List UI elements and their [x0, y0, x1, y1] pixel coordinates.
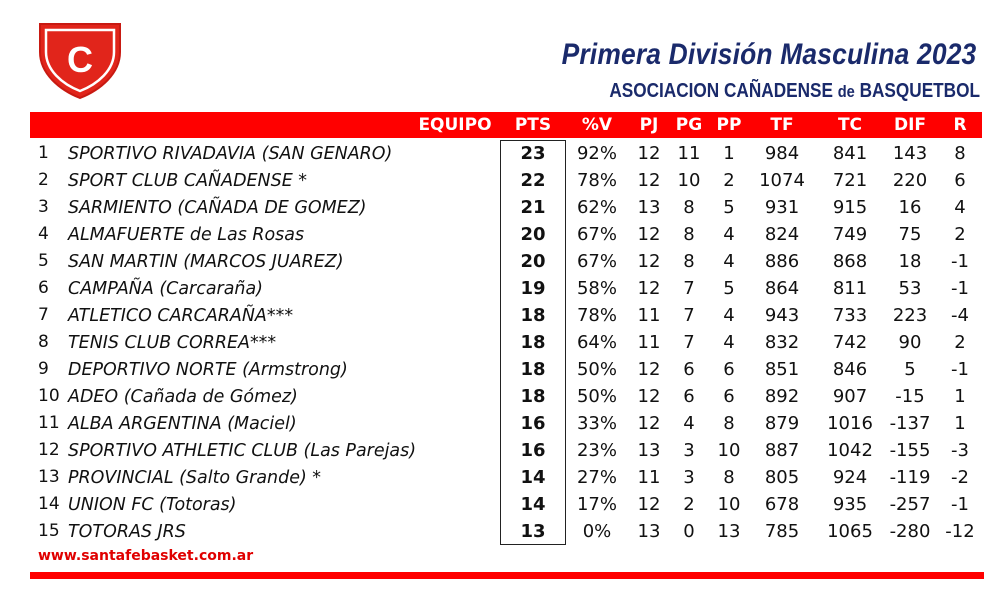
cell-pg: 8	[683, 251, 695, 272]
cell-pp: 2	[723, 170, 735, 191]
table-row	[30, 194, 982, 221]
cell-pos: 11	[38, 413, 60, 433]
cell-pg: 6	[683, 359, 695, 380]
table-header	[30, 112, 982, 138]
table-row	[30, 248, 982, 275]
cell-pv: 17%	[576, 494, 617, 515]
cell-pts: 19	[520, 278, 546, 299]
cell-pj: 12	[637, 251, 661, 272]
cell-pp: 5	[723, 197, 735, 218]
table-row	[30, 410, 982, 437]
subtitle-part-3: BASQUETBOL	[854, 80, 980, 102]
cell-pg: 0	[683, 521, 695, 542]
cell-pj: 11	[637, 467, 661, 488]
cell-pj: 13	[637, 521, 661, 542]
cell-tc: 749	[832, 224, 868, 245]
cell-tc: 742	[832, 332, 868, 353]
cell-tf: 832	[764, 332, 800, 353]
table-row	[30, 140, 982, 167]
cell-pg: 8	[683, 197, 695, 218]
table-row	[30, 302, 982, 329]
table-row	[30, 167, 982, 194]
cell-pv: 50%	[576, 359, 617, 380]
cell-tf: 864	[764, 278, 800, 299]
cell-tf: 984	[764, 143, 800, 164]
cell-pj: 13	[637, 440, 661, 461]
header-pj: PJ	[639, 115, 659, 135]
cell-pj: 13	[637, 197, 661, 218]
cell-r: -1	[951, 251, 969, 272]
cell-pv: 27%	[576, 467, 617, 488]
cell-dif: 75	[898, 224, 922, 245]
cell-pp: 6	[723, 359, 735, 380]
cell-team: SPORTIVO RIVADAVIA (SAN GENARO)	[68, 143, 393, 164]
cell-tc: 733	[832, 305, 868, 326]
cell-team: ADEO (Cañada de Gómez)	[68, 386, 298, 407]
cell-r: 2	[954, 224, 966, 245]
logo-letter: C	[67, 39, 93, 80]
cell-pj: 12	[637, 359, 661, 380]
cell-tc: 868	[832, 251, 868, 272]
cell-pts: 16	[520, 413, 546, 434]
cell-pts: 13	[520, 521, 546, 542]
cell-pg: 6	[683, 386, 695, 407]
cell-dif: 223	[892, 305, 928, 326]
cell-pv: 78%	[576, 305, 617, 326]
header-dif: DIF	[893, 115, 927, 135]
cell-dif: 16	[898, 197, 922, 218]
page-subtitle	[609, 80, 980, 103]
cell-pp: 6	[723, 386, 735, 407]
cell-pj: 12	[637, 224, 661, 245]
table-row	[30, 464, 982, 491]
cell-pts: 22	[520, 170, 546, 191]
cell-pv: 64%	[576, 332, 617, 353]
cell-pp: 8	[723, 413, 735, 434]
cell-pos: 4	[38, 224, 49, 244]
cell-pv: 67%	[576, 251, 617, 272]
cell-pos: 13	[38, 467, 60, 487]
cell-pos: 5	[38, 251, 49, 271]
cell-pv: 23%	[576, 440, 617, 461]
cell-pg: 10	[677, 170, 701, 191]
cell-team: SPORT CLUB CAÑADENSE *	[68, 170, 308, 191]
cell-tf: 943	[764, 305, 800, 326]
cell-pos: 7	[38, 305, 49, 325]
cell-pts: 16	[520, 440, 546, 461]
cell-dif: 220	[892, 170, 928, 191]
cell-pv: 0%	[582, 521, 612, 542]
cell-pts: 18	[520, 332, 546, 353]
header-pg: PG	[675, 115, 703, 135]
cell-tc: 935	[832, 494, 868, 515]
cell-pts: 18	[520, 386, 546, 407]
cell-dif: 90	[898, 332, 922, 353]
cell-r: 1	[954, 386, 966, 407]
cell-pp: 4	[723, 305, 735, 326]
cell-tf: 851	[764, 359, 800, 380]
cell-pos: 9	[38, 359, 49, 379]
cell-tf: 892	[764, 386, 800, 407]
cell-pts: 20	[520, 251, 546, 272]
cell-pg: 3	[683, 467, 695, 488]
cell-team: CAMPAÑA (Carcaraña)	[68, 278, 264, 299]
cell-dif: -15	[895, 386, 925, 407]
club-shield-logo	[38, 22, 122, 100]
cell-tf: 887	[764, 440, 800, 461]
header-pv: %V	[581, 115, 613, 135]
table-row	[30, 518, 982, 545]
cell-r: 6	[954, 170, 966, 191]
cell-dif: -137	[889, 413, 931, 434]
cell-tf: 678	[764, 494, 800, 515]
cell-tc: 841	[832, 143, 868, 164]
cell-dif: 5	[904, 359, 916, 380]
cell-pp: 10	[717, 494, 741, 515]
cell-pg: 7	[683, 305, 695, 326]
cell-pp: 5	[723, 278, 735, 299]
cell-tc: 846	[832, 359, 868, 380]
cell-pg: 3	[683, 440, 695, 461]
cell-r: -1	[951, 359, 969, 380]
cell-dif: 53	[898, 278, 922, 299]
cell-pj: 12	[637, 494, 661, 515]
table-row	[30, 356, 982, 383]
cell-r: -2	[951, 467, 969, 488]
header-tf: TF	[770, 115, 794, 135]
cell-pp: 13	[717, 521, 741, 542]
table-row	[30, 275, 982, 302]
cell-pos: 10	[38, 386, 60, 406]
cell-pj: 11	[637, 332, 661, 353]
cell-r: -3	[951, 440, 969, 461]
cell-team: PROVINCIAL (Salto Grande) *	[68, 467, 322, 488]
header-pp: PP	[716, 115, 742, 135]
cell-team: ALMAFUERTE de Las Rosas	[68, 224, 305, 245]
cell-r: -12	[945, 521, 975, 542]
cell-pg: 8	[683, 224, 695, 245]
cell-tf: 931	[764, 197, 800, 218]
cell-tf: 879	[764, 413, 800, 434]
cell-tf: 785	[764, 521, 800, 542]
cell-r: -1	[951, 494, 969, 515]
cell-team: TENIS CLUB CORREA***	[68, 332, 277, 353]
cell-team: ATLETICO CARCARAÑA***	[68, 305, 294, 326]
cell-tc: 1042	[827, 440, 873, 461]
cell-pg: 4	[683, 413, 695, 434]
cell-r: 1	[954, 413, 966, 434]
subtitle-part-1: ASOCIACION CAÑADENSE	[609, 80, 838, 102]
cell-tc: 1065	[827, 521, 873, 542]
cell-r: 2	[954, 332, 966, 353]
cell-pj: 11	[637, 305, 661, 326]
cell-team: SAN MARTIN (MARCOS JUAREZ)	[68, 251, 344, 272]
cell-team: UNION FC (Totoras)	[68, 494, 237, 515]
cell-pts: 18	[520, 305, 546, 326]
header-tc: TC	[837, 115, 863, 135]
cell-pos: 1	[38, 143, 49, 163]
cell-pv: 50%	[576, 386, 617, 407]
cell-tf: 805	[764, 467, 800, 488]
cell-pts: 21	[520, 197, 546, 218]
cell-tc: 721	[832, 170, 868, 191]
cell-pos: 8	[38, 332, 49, 352]
subtitle-part-2: de	[837, 82, 855, 101]
cell-r: 4	[954, 197, 966, 218]
cell-dif: -155	[889, 440, 931, 461]
header-pts: PTS	[514, 115, 552, 135]
cell-pg: 7	[683, 332, 695, 353]
footer-bar	[30, 572, 984, 579]
cell-pts: 18	[520, 359, 546, 380]
cell-tc: 924	[832, 467, 868, 488]
header-r: R	[953, 115, 967, 135]
cell-pos: 6	[38, 278, 49, 298]
cell-pos: 12	[38, 440, 60, 460]
table-row	[30, 437, 982, 464]
cell-pp: 1	[723, 143, 735, 164]
cell-pv: 62%	[576, 197, 617, 218]
cell-pos: 2	[38, 170, 49, 190]
table-row	[30, 491, 982, 518]
cell-pts: 14	[520, 494, 546, 515]
cell-pg: 2	[683, 494, 695, 515]
cell-pj: 12	[637, 143, 661, 164]
cell-tf: 824	[764, 224, 800, 245]
cell-tc: 915	[832, 197, 868, 218]
cell-pv: 67%	[576, 224, 617, 245]
cell-pv: 92%	[576, 143, 617, 164]
cell-pos: 14	[38, 494, 60, 514]
cell-pp: 4	[723, 332, 735, 353]
cell-pj: 12	[637, 170, 661, 191]
footer-url: www.santafebasket.com.ar	[38, 548, 254, 564]
cell-tf: 886	[764, 251, 800, 272]
cell-r: -4	[951, 305, 969, 326]
cell-tf: 1074	[759, 170, 805, 191]
cell-pts: 23	[520, 143, 546, 164]
cell-pj: 12	[637, 278, 661, 299]
cell-tc: 907	[832, 386, 868, 407]
cell-pos: 3	[38, 197, 49, 217]
cell-pts: 20	[520, 224, 546, 245]
table-row	[30, 329, 982, 356]
cell-team: TOTORAS JRS	[68, 521, 186, 542]
cell-r: 8	[954, 143, 966, 164]
cell-pv: 78%	[576, 170, 617, 191]
cell-dif: -280	[889, 521, 931, 542]
cell-pp: 8	[723, 467, 735, 488]
cell-pv: 58%	[576, 278, 617, 299]
cell-pg: 7	[683, 278, 695, 299]
cell-r: -1	[951, 278, 969, 299]
cell-team: SPORTIVO ATHLETIC CLUB (Las Parejas)	[68, 440, 417, 461]
standings-table	[30, 140, 982, 545]
table-row	[30, 383, 982, 410]
cell-tc: 811	[832, 278, 868, 299]
cell-dif: -257	[889, 494, 931, 515]
cell-dif: 18	[898, 251, 922, 272]
cell-pp: 4	[723, 251, 735, 272]
cell-pp: 4	[723, 224, 735, 245]
cell-tc: 1016	[827, 413, 873, 434]
cell-team: ALBA ARGENTINA (Maciel)	[68, 413, 297, 434]
cell-pts: 14	[520, 467, 546, 488]
cell-dif: 143	[892, 143, 928, 164]
cell-team: SARMIENTO (CAÑADA DE GOMEZ)	[68, 197, 367, 218]
table-row	[30, 221, 982, 248]
cell-team: DEPORTIVO NORTE (Armstrong)	[68, 359, 348, 380]
header-equipo: EQUIPO	[418, 115, 492, 135]
cell-pos: 15	[38, 521, 60, 541]
cell-pg: 11	[677, 143, 701, 164]
page-title: Primera División Masculina 2023	[561, 38, 976, 71]
cell-pv: 33%	[576, 413, 617, 434]
cell-pj: 12	[637, 413, 661, 434]
cell-pp: 10	[717, 440, 741, 461]
cell-pj: 12	[637, 386, 661, 407]
cell-dif: -119	[889, 467, 931, 488]
